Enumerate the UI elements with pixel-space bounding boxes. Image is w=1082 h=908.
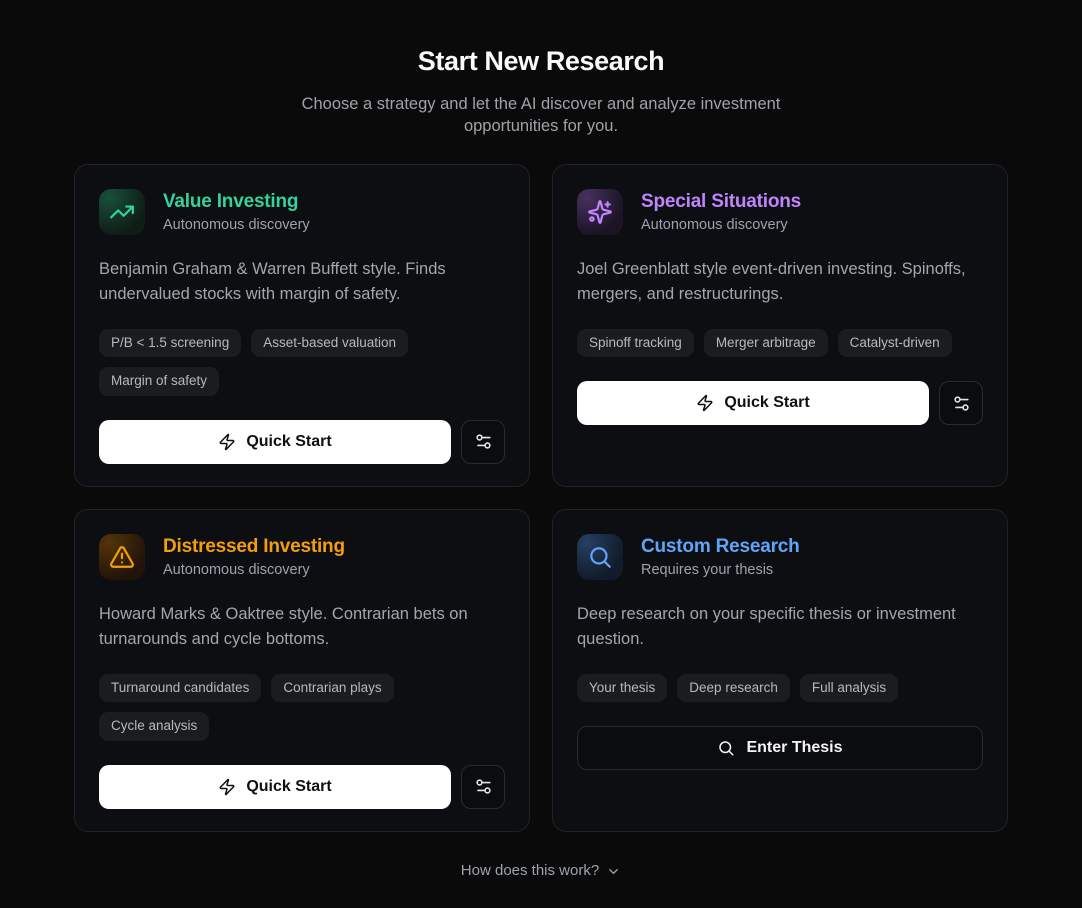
quick-start-label: Quick Start — [724, 394, 810, 412]
search-icon — [577, 534, 623, 580]
card-title: Distressed Investing — [163, 535, 345, 557]
card-header — [99, 534, 505, 580]
enter-thesis-label: Enter Thesis — [746, 739, 843, 757]
card-actions — [99, 765, 505, 809]
card-header-text — [163, 191, 310, 233]
card-value-investing — [74, 164, 530, 487]
quick-start-button[interactable] — [99, 765, 451, 809]
settings-sliders-icon — [474, 777, 493, 796]
quick-start-button[interactable] — [99, 420, 451, 464]
tag-list — [577, 329, 983, 358]
tag: Turnaround candidates — [99, 674, 261, 703]
card-header-text — [641, 191, 801, 233]
strategy-cards-grid — [74, 164, 1008, 832]
card-subtitle: Autonomous discovery — [163, 216, 310, 233]
card-subtitle: Autonomous discovery — [163, 561, 310, 578]
configure-button[interactable] — [461, 765, 505, 809]
tag-list — [99, 329, 505, 396]
card-custom-research — [552, 509, 1008, 832]
card-header — [577, 189, 983, 235]
card-special-situations — [552, 164, 1008, 487]
tag: Catalyst-driven — [838, 329, 952, 358]
chevron-down-icon — [606, 862, 621, 879]
configure-button[interactable] — [461, 420, 505, 464]
card-description: Benjamin Graham & Warren Buffett style. Finds undervalued stocks with margin of safety. — [99, 259, 446, 303]
settings-sliders-icon — [952, 394, 971, 413]
tag: P/B < 1.5 screening — [99, 329, 241, 358]
tag: Merger arbitrage — [704, 329, 828, 358]
card-header — [577, 534, 983, 580]
alert-triangle-icon — [99, 534, 145, 580]
quick-start-label: Quick Start — [246, 432, 332, 450]
card-distressed-investing — [74, 509, 530, 832]
zap-icon — [218, 433, 236, 451]
sparkles-icon — [577, 189, 623, 235]
quick-start-label: Quick Start — [246, 777, 332, 795]
card-actions — [99, 420, 505, 464]
trending-up-icon — [99, 189, 145, 235]
quick-start-button[interactable] — [577, 381, 929, 425]
zap-icon — [218, 778, 236, 796]
how-does-this-work-label: How does this work? — [460, 861, 600, 879]
card-title: Custom Research — [641, 535, 800, 557]
zap-icon — [696, 394, 714, 412]
configure-button[interactable] — [939, 381, 983, 425]
tag: Cycle analysis — [99, 712, 209, 741]
tag: Spinoff tracking — [577, 329, 694, 358]
page-subtitle: Choose a strategy and let the AI discover and analyze investment opportunities for you. — [301, 95, 781, 136]
card-title: Value Investing — [163, 190, 299, 212]
tag: Your thesis — [577, 674, 667, 703]
how-does-this-work-toggle[interactable] — [74, 862, 1008, 879]
tag: Deep research — [677, 674, 790, 703]
tag: Full analysis — [800, 674, 898, 703]
page-title: Start New Research — [417, 46, 665, 76]
card-title: Special Situations — [641, 190, 802, 212]
card-header — [99, 189, 505, 235]
enter-thesis-button[interactable] — [577, 726, 983, 770]
settings-sliders-icon — [474, 432, 493, 451]
tag: Margin of safety — [99, 367, 219, 396]
tag-list — [99, 674, 505, 741]
card-header-text — [163, 536, 345, 578]
card-subtitle: Autonomous discovery — [641, 216, 788, 233]
tag: Contrarian plays — [271, 674, 393, 703]
tag: Asset-based valuation — [251, 329, 408, 358]
card-description: Joel Greenblatt style event-driven investing. Spinoffs, mergers, and restructurings. — [577, 259, 966, 303]
card-description: Deep research on your specific thesis or investment question. — [577, 604, 956, 648]
tag-list — [577, 674, 983, 703]
card-header-text — [641, 536, 800, 578]
card-actions — [577, 381, 983, 425]
card-subtitle: Requires your thesis — [641, 561, 774, 578]
card-actions — [577, 726, 983, 770]
search-icon — [717, 739, 735, 757]
card-description: Howard Marks & Oaktree style. Contrarian bets on turnarounds and cycle bottoms. — [99, 604, 468, 648]
